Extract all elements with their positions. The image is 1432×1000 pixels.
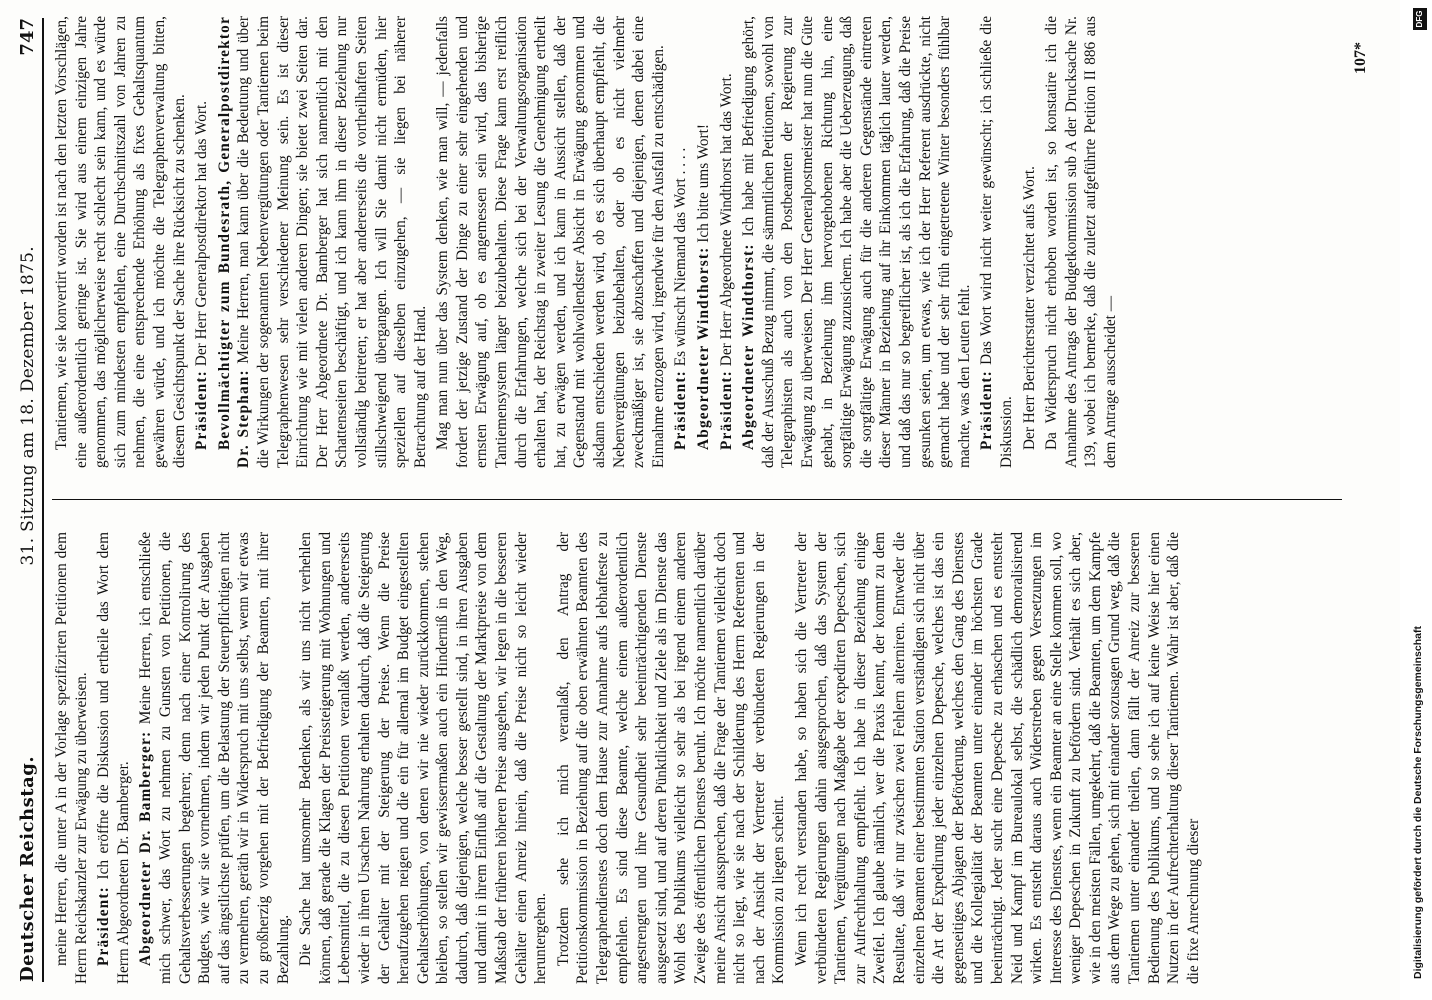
speech-paragraph: [694, 16, 714, 468]
paragraph-text: Die Sache hat umsomehr Bedenken, als wir uns nicht verhehlen können, daß gerade die Klagen der Preissteigerung mit Wohnungen und Lebensmittel, die zu diesen Petitionen veranlaßt werden, andererseits wieder in ihren Ursachen Nahrung erhalten dadurch, daß die Steigerung der Gehälter mit der Steigerung der Preise. Wenn die Preise heraufzugehen neigen und die ein für allemal im Budget eingestellten Gehaltserhöhungen, von denen wir nie wieder zurückkommen, stehen bleiben, so stellen wir gewissermaßen auch ein Hinderniß in den Weg, dadurch, daß diejenigen, welche besser gestellt sind, in ihren Ausgaben und damit in ihrem Einfluß auf die Gestaltung der Marktpreise von dem Maßstab der früheren höheren Preise ausgehen, wir legen in die besseren Gehälter einen Anreiz hinein, daß die Preise nicht so leicht wieder heruntergehen.: [297, 532, 550, 984]
speaker-name: Abgeordneter Dr. Bamberger:: [137, 730, 155, 966]
folio-signature: 107*: [1352, 42, 1369, 74]
speaker-name: Präsident:: [95, 886, 113, 966]
speech-paragraph: [94, 532, 133, 984]
speech-paragraph: [192, 16, 212, 468]
session-heading: 31. Sitzung am 18. Dezember 1875.: [18, 246, 38, 566]
text-paragraph: [1042, 16, 1120, 468]
text-paragraph: [296, 532, 551, 984]
paragraph-text: meine Herren, die unter A in der Vorlage spezifizirten Petitionen dem Herrn Reichskanzler zur Erwägung zu überweisen.: [53, 532, 90, 984]
paragraph-text: Der Herr Berichterstatter verzichtet aufs Wort.: [1020, 166, 1038, 450]
text-paragraph: [52, 532, 91, 984]
speaker-name: Präsident:: [193, 370, 211, 450]
paragraph-text: Der Herr Generalpostdirektor hat das Wort.: [193, 100, 211, 367]
speech-paragraph: [215, 16, 431, 468]
paragraph-text: Tantiemen, wie sie konvertirt worden ist nach den letzten Vorschlägen, eine außerordentlich geringe ist. Sie wird aus einem einzigen Jahre genommen, das möglicherweise recht schlecht sein kann, und es würde sich zum mindesten empfehlen, eine Durchschnittszahl von Jahren zu nehmen, die eine entsprechende Erhöhung als fixes Gehaltsquantum gewähren würde, und ich möchte die Telegraphenverwaltung bitten, diesem Gesichtspunkt der Sache ihre Rücksicht zu schenken.: [53, 16, 188, 468]
text-paragraph: [433, 16, 668, 468]
paragraph-text: Das Wort wird nicht weiter gewünscht; ich schließe die Diskussion.: [978, 16, 1015, 468]
running-head: [12, 18, 38, 982]
speaker-name: Bevollmächtigter zum Bundesrath, Generalpostdirektor Dr. Stephan:: [215, 16, 253, 468]
paragraph-text: Meine Herren, ich entschließe mich schwer, das Wort zu nehmen zu Gunsten von Petitionen, die Gehaltsverbesserungen begehren; denn nach einer Kontrolirung des Budgets, wie wir sie vornehmen, indem wir jeden Punkt der Ausgaben auf das ängstlichste prüfen, um die Belastung der Steuerpflichtigen nicht zu vermehren, geräth wir in Widerspruch mit uns selbst, wenn wir etwas zu großherzig vorgehen mit der Befriedigung der Beamten, mit ihrer Bezahlung.: [137, 532, 292, 984]
speaker-name: Präsident:: [978, 370, 996, 450]
speaker-name: Präsident:: [717, 370, 735, 450]
speech-paragraph: [717, 16, 737, 468]
dfg-logo: [1413, 8, 1427, 30]
speaker-name: Abgeordneter Windthorst:: [740, 243, 758, 450]
paragraph-text: Trotzdem sehe ich mich veranlaßt, den Antrag der Petitionskommission in Beziehung auf die oben erwähnten Beamten des Telegraphendienstes doch dem Hause zur Annahme aufs lebhafteste zu empfehlen. Es sind diese Beamte, welche einem außerordentlich angestrengten und ihre Gesundheit sehr beeinträchtigenden Dienste ausgesetzt sind, und auf deren Pünktlichkeit und Ziele als im Dienste das Wohl des Publikums vielleicht so sehr als bei irgend einem anderen Zweige des öffentlichen Dienstes beruht. Ich möchte namentlich darüber meine Ansicht aussprechen, daß die Frage der Tantiemen vielleicht doch nicht so liegt, wie sie nach der Schilderung des Herrn Referenten und nach der Ansicht der Vertreter der verbündeten Regierungen in der Kommission zu liegen scheint.: [554, 532, 788, 984]
text-column-left: [52, 532, 1344, 984]
speech-paragraph: [136, 532, 293, 984]
column-divider: [52, 499, 1342, 500]
digitization-note-text: Digitalisierung gefördert durch die Deutsche Forschungsgemeinschaft: [1412, 626, 1424, 979]
paragraph-text: Wenn ich recht verstanden habe, so haben sich die Vertreter der verbündeten Regierungen dahin ausgesprochen, daß das System der Tantiemen, Vergütungen nach Maßgabe der expedirten Depeschen, sich zur Aufrechthaltung empfiehlt. Ich habe in dieser Beziehung einige Zweifel. Ich glaube nämlich, wer die Praxis kennt, der kommt zu dem Resultate, daß wir nur zwischen zwei Fehlern alterniren. Entweder die einzelnen Beamten einer bestimmten Station verständigen sich nicht über die Art der Expedirung jeder einzelnen Depesche, welches ist das ein gegenseitiges Abjagen der Beförderung, welches den Gang des Dienstes und die Kollegialität der Beamten unter einander im höchsten Grade beeinträchtigt. Jeder sucht eine Depesche zu erhaschen und es entsteht Neid und Kampf im Bureaulokal selbst, die schädlich demoralisirend wirken. Es entsteht daraus auch Widerstreben gegen Versetzungen im Interesse des Dienstes, wenn ein Beamter an eine Stelle kommen soll, wo weniger Depeschen in Zukunft zu befördern sind. Verhält es sich aber, wie in den meisten Fällen, umgekehrt, daß die Beamten, um dem Kampfe aus dem Wege zu gehen, sich mit einander sozusagen Grund weg, daß die Tantiemen unter einander theilen, dann fällt der Anreiz zur besseren Bedienung des Publikums, und so sehe ich auf keine Weise hier einen Nutzen in der Aufrechterhaltung dieser Tantiemen. Wahr ist aber, daß die die fixe Anrechnung dieser: [792, 532, 1202, 984]
speech-paragraph: [739, 16, 974, 468]
paragraph-text: Mag man nun über das System denken, wie man will, — jedenfalls fordert der jetzige Zustand der Dinge zu einer sehr eingehenden und ernsten Erwägung auf, ob es angemessen sein wird, das bisherige Tantiemensystem länger beizubehalten. Diese Frage kann erst reiflich durch die Erfahrungen, welche sich bei der Verwaltungsorganisation erhalten hat, der Reichstag in zweiter Lesung die Genehmigung ertheilt hat, zu erwägen werden, und ich kann in Aussicht stellen, daß der Gegenstand mit wohlwollendster Absicht in Erwägung genommen und alsdann entschieden werden wird, ob es sich überhaupt empfiehlt, die Nebenvergütungen beizubehalten, oder ob es nicht vielmehr zweckmäßiger ist, sie abzuschaffen und diejenigen, denen dabei eine Einnahme entzogen wird, irgendwie für den Ausfall zu entschädigen.: [434, 16, 667, 468]
text-paragraph: [52, 16, 189, 468]
dfg-logo-text: DFG: [1415, 10, 1424, 28]
speaker-name: Abgeordneter Windthorst:: [695, 246, 712, 450]
speaker-name: Präsident:: [672, 370, 690, 450]
speech-paragraph: [671, 16, 691, 468]
paragraph-text: Ich bitte ums Wort!: [695, 124, 712, 243]
paragraph-text: Meine Herren, man kann über die Bedeutung und über die Wirkungen der sogenannten Nebenvergütungen oder Tantiemen beim Telegraphenwesen sehr verschiedener Meinung sein. Es ist dieser Einrichtung wie mit vielen anderen Dingen; sie bietet zwei Seiten dar. Der Herr Abgeordnete Dr. Bamberger hat sich namentlich mit den Schattenseiten beschäftigt, und ich kann ihm in dieser Beziehung nur vollständig beitreten; er hat aber andererseits die vortheilhaften Seiten stillschweigend übergangen. Ich will Sie damit nicht ermüden, hier speziellen auf dieselben einzugehen, — sie liegen bei näherer Betrachtung auf der Hand.: [235, 16, 429, 468]
paragraph-text: Da Widerspruch nicht erhoben worden ist, so konstatire ich die Annahme des Antrags der Budgetkommission sub A der Drucksache Nr. 139, wobei ich bemerke, daß die zuletzt aufgeführte Petition II 886 aus dem Antrage ausscheidet —: [1043, 16, 1119, 468]
speech-paragraph: [977, 16, 1016, 468]
text-paragraph: [792, 532, 1203, 984]
paragraph-text: Es wünscht Niemand das Wort . . . .: [672, 147, 690, 367]
text-paragraph: [554, 532, 789, 984]
text-column-right: [52, 16, 1344, 468]
header-rule: [42, 18, 44, 982]
paragraph-text: Ich habe mit Befriedigung gehört, daß der Ausschuß Bezug nimmt, die sämmtlichen Petitionen, sowohl von Telegraphisten als auch von den Postbeamten der Regierung zur Erwägung zu überweisen. Der Herr Generalpostmeister hat nun die Güte gehabt, in Beziehung ihm hervorgehobenen Richtung hin, eine sorgfältige Erwägung zuzusichern. Ich habe aber die Ueberzeugung, daß die sorgfältige Erwägung auch für die anderen Gegenstände eintreten dieser Männer in Beziehung auf ihr Einkommen täglich lauter werden, und daß das nur so begreiflicher ist, als ich die Erfahrung, daß die Preise gesunken seien, um etwas, wie ich der Herr Referent ausdrückte, nicht gemacht habe und der sehr früh eingetretene Winter besonders fühlbar machte, was den Leuten fehlt.: [740, 16, 973, 468]
paragraph-text: Ich eröffne die Diskussion und ertheile das Wort dem Herrn Abgeordneten Dr. Bamberger.: [95, 532, 132, 984]
paragraph-text: Der Herr Abgeordnete Windthorst hat das Wort.: [717, 73, 735, 367]
journal-title: Deutscher Reichstag.: [17, 755, 38, 982]
text-paragraph: [1020, 16, 1040, 468]
digitization-note: [1412, 34, 1428, 979]
page-number: 747: [17, 18, 38, 56]
